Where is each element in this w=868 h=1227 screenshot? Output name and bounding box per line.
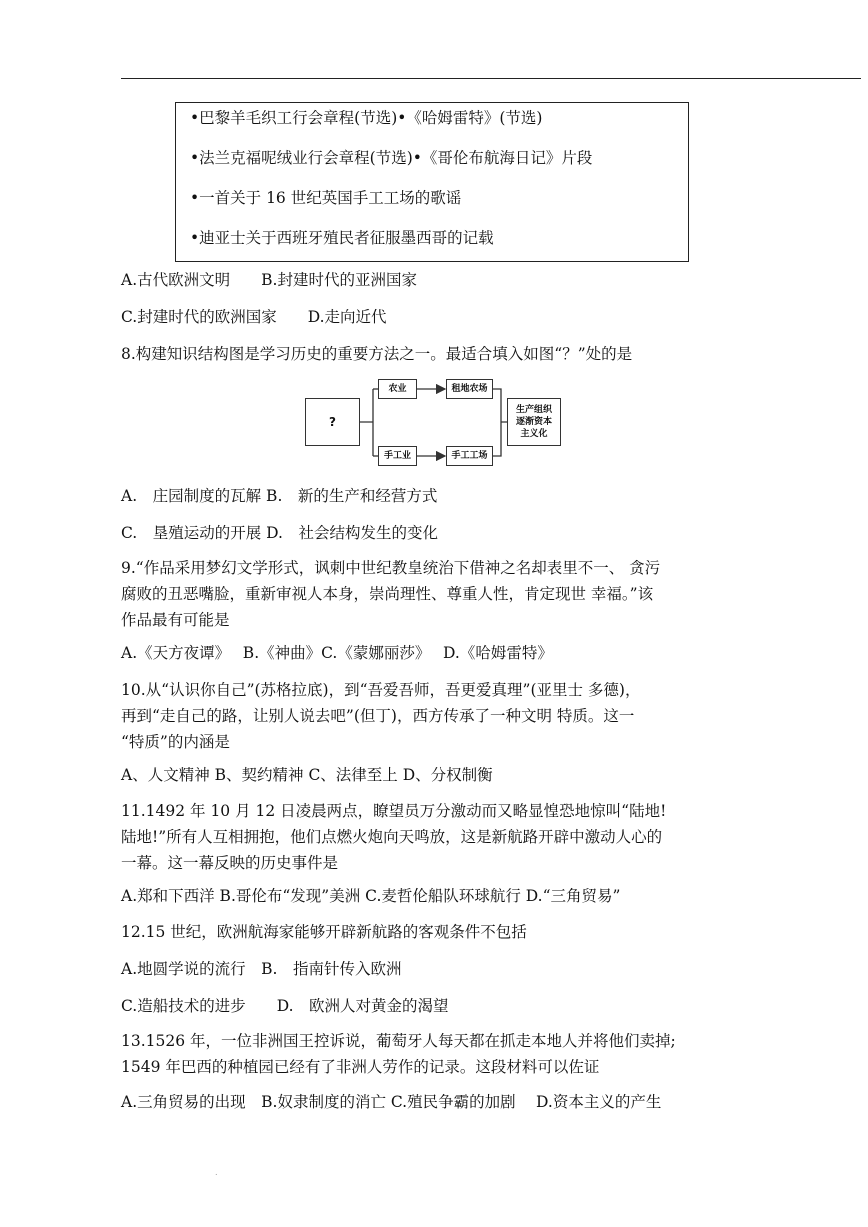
q13-options: A.三角贸易的出现 B.奴隶制度的消亡 C.殖民争霸的加剧 D.资本主义的产生 <box>121 1093 662 1111</box>
diagram-agriculture-node: 农业 <box>378 379 417 399</box>
header-rule <box>121 78 861 79</box>
q12-options-ab: A.地圆学说的流行 B. 指南针传入欧洲 <box>121 960 402 978</box>
q11-stem-line: 陆地!”所有人互相拥抱，他们点燃火炮向天鸣放，这是新航路开辟中激动人心的 <box>121 828 663 846</box>
q11-stem-line: 一幕。这一幕反映的历史事件是 <box>121 854 339 872</box>
diagram-center-node: ? <box>305 398 360 446</box>
q9-stem-line: 9.“作品采用梦幻文学形式，讽刺中世纪教皇统治下借神之名却表里不一、 贪污 <box>121 559 661 577</box>
q10-stem-line: 10.从“认识你自己”(苏格拉底)，到“吾爱吾师，吾更爱真理”(亚里士 多德)， <box>121 681 641 699</box>
q12-options-cd: C.造船技术的进步 D. 欧洲人对黄金的渴望 <box>121 997 449 1015</box>
q10-stem-line: 再到“走自己的路，让别人说去吧”(但丁)，西方传承了一种文明 特质。这一 <box>121 707 635 725</box>
q7-options-ab: A.古代欧洲文明 B.封建时代的亚洲国家 <box>121 271 417 289</box>
box-item: •法兰克福呢绒业行会章程(节选)•《哥伦布航海日记》片段 <box>190 149 593 167</box>
q8-options-cd: C. 垦殖运动的开展 D. 社会结构发生的变化 <box>121 524 438 542</box>
q8-stem: 8.构建知识结构图是学习历史的重要方法之一。最适合填入如图“？”处的是 <box>121 345 633 363</box>
q9-stem-line: 作品最有可能是 <box>121 611 230 629</box>
footer-mark: . <box>215 1168 218 1177</box>
q9-stem-line: 腐败的丑恶嘴脸，重新审视人本身，崇尚理性、尊重人性，肯定现世 幸福。”该 <box>121 585 654 603</box>
diagram-leased-farm-node: 租地农场 <box>446 379 493 399</box>
q7-options-cd: C.封建时代的欧洲国家 D.走向近代 <box>121 308 387 326</box>
q12-stem: 12.15 世纪，欧洲航海家能够开辟新航路的客观条件不包括 <box>121 923 527 941</box>
box-item: •巴黎羊毛织工行会章程(节选)•《哈姆雷特》(节选) <box>190 109 543 127</box>
knowledge-structure-diagram <box>305 376 565 468</box>
diagram-result-line: 主义化 <box>520 429 548 439</box>
q11-options: A.郑和下西洋 B.哥伦布“发现”美洲 C.麦哲伦船队环球航行 D.“三角贸易” <box>121 887 621 905</box>
diagram-result-line: 逐渐资本 <box>515 417 552 427</box>
diagram-result-node <box>507 398 561 446</box>
q11-stem-line: 11.1492 年 10 月 12 日凌晨两点，瞭望员万分激动而又略显惶恐地惊叫“陆地! <box>121 802 667 820</box>
q13-stem-line: 1549 年巴西的种植园已经有了非洲人劳作的记录。这段材料可以佐证 <box>121 1058 600 1076</box>
q9-options: A.《天方夜谭》 B.《神曲》C.《蒙娜丽莎》 D.《哈姆雷特》 <box>121 644 553 662</box>
q10-options: A、人文精神 B、契约精神 C、法律至上 D、分权制衡 <box>121 766 493 784</box>
box-item: •一首关于 16 世纪英国手工工场的歌谣 <box>190 189 462 207</box>
diagram-handicraft-node: 手工业 <box>378 446 417 466</box>
diagram-workshop-node: 手工工场 <box>446 446 493 466</box>
diagram-result-line: 生产组织 <box>515 405 552 415</box>
q10-stem-line: “特质”的内涵是 <box>121 733 230 751</box>
q13-stem-line: 13.1526 年，一位非洲国王控诉说，葡萄牙人每天都在抓走本地人并将他们卖掉; <box>121 1032 676 1050</box>
box-item: •迪亚士关于西班牙殖民者征服墨西哥的记载 <box>190 229 494 247</box>
q8-options-ab: A. 庄园制度的瓦解 B. 新的生产和经营方式 <box>121 487 438 505</box>
source-materials-box <box>175 102 689 262</box>
